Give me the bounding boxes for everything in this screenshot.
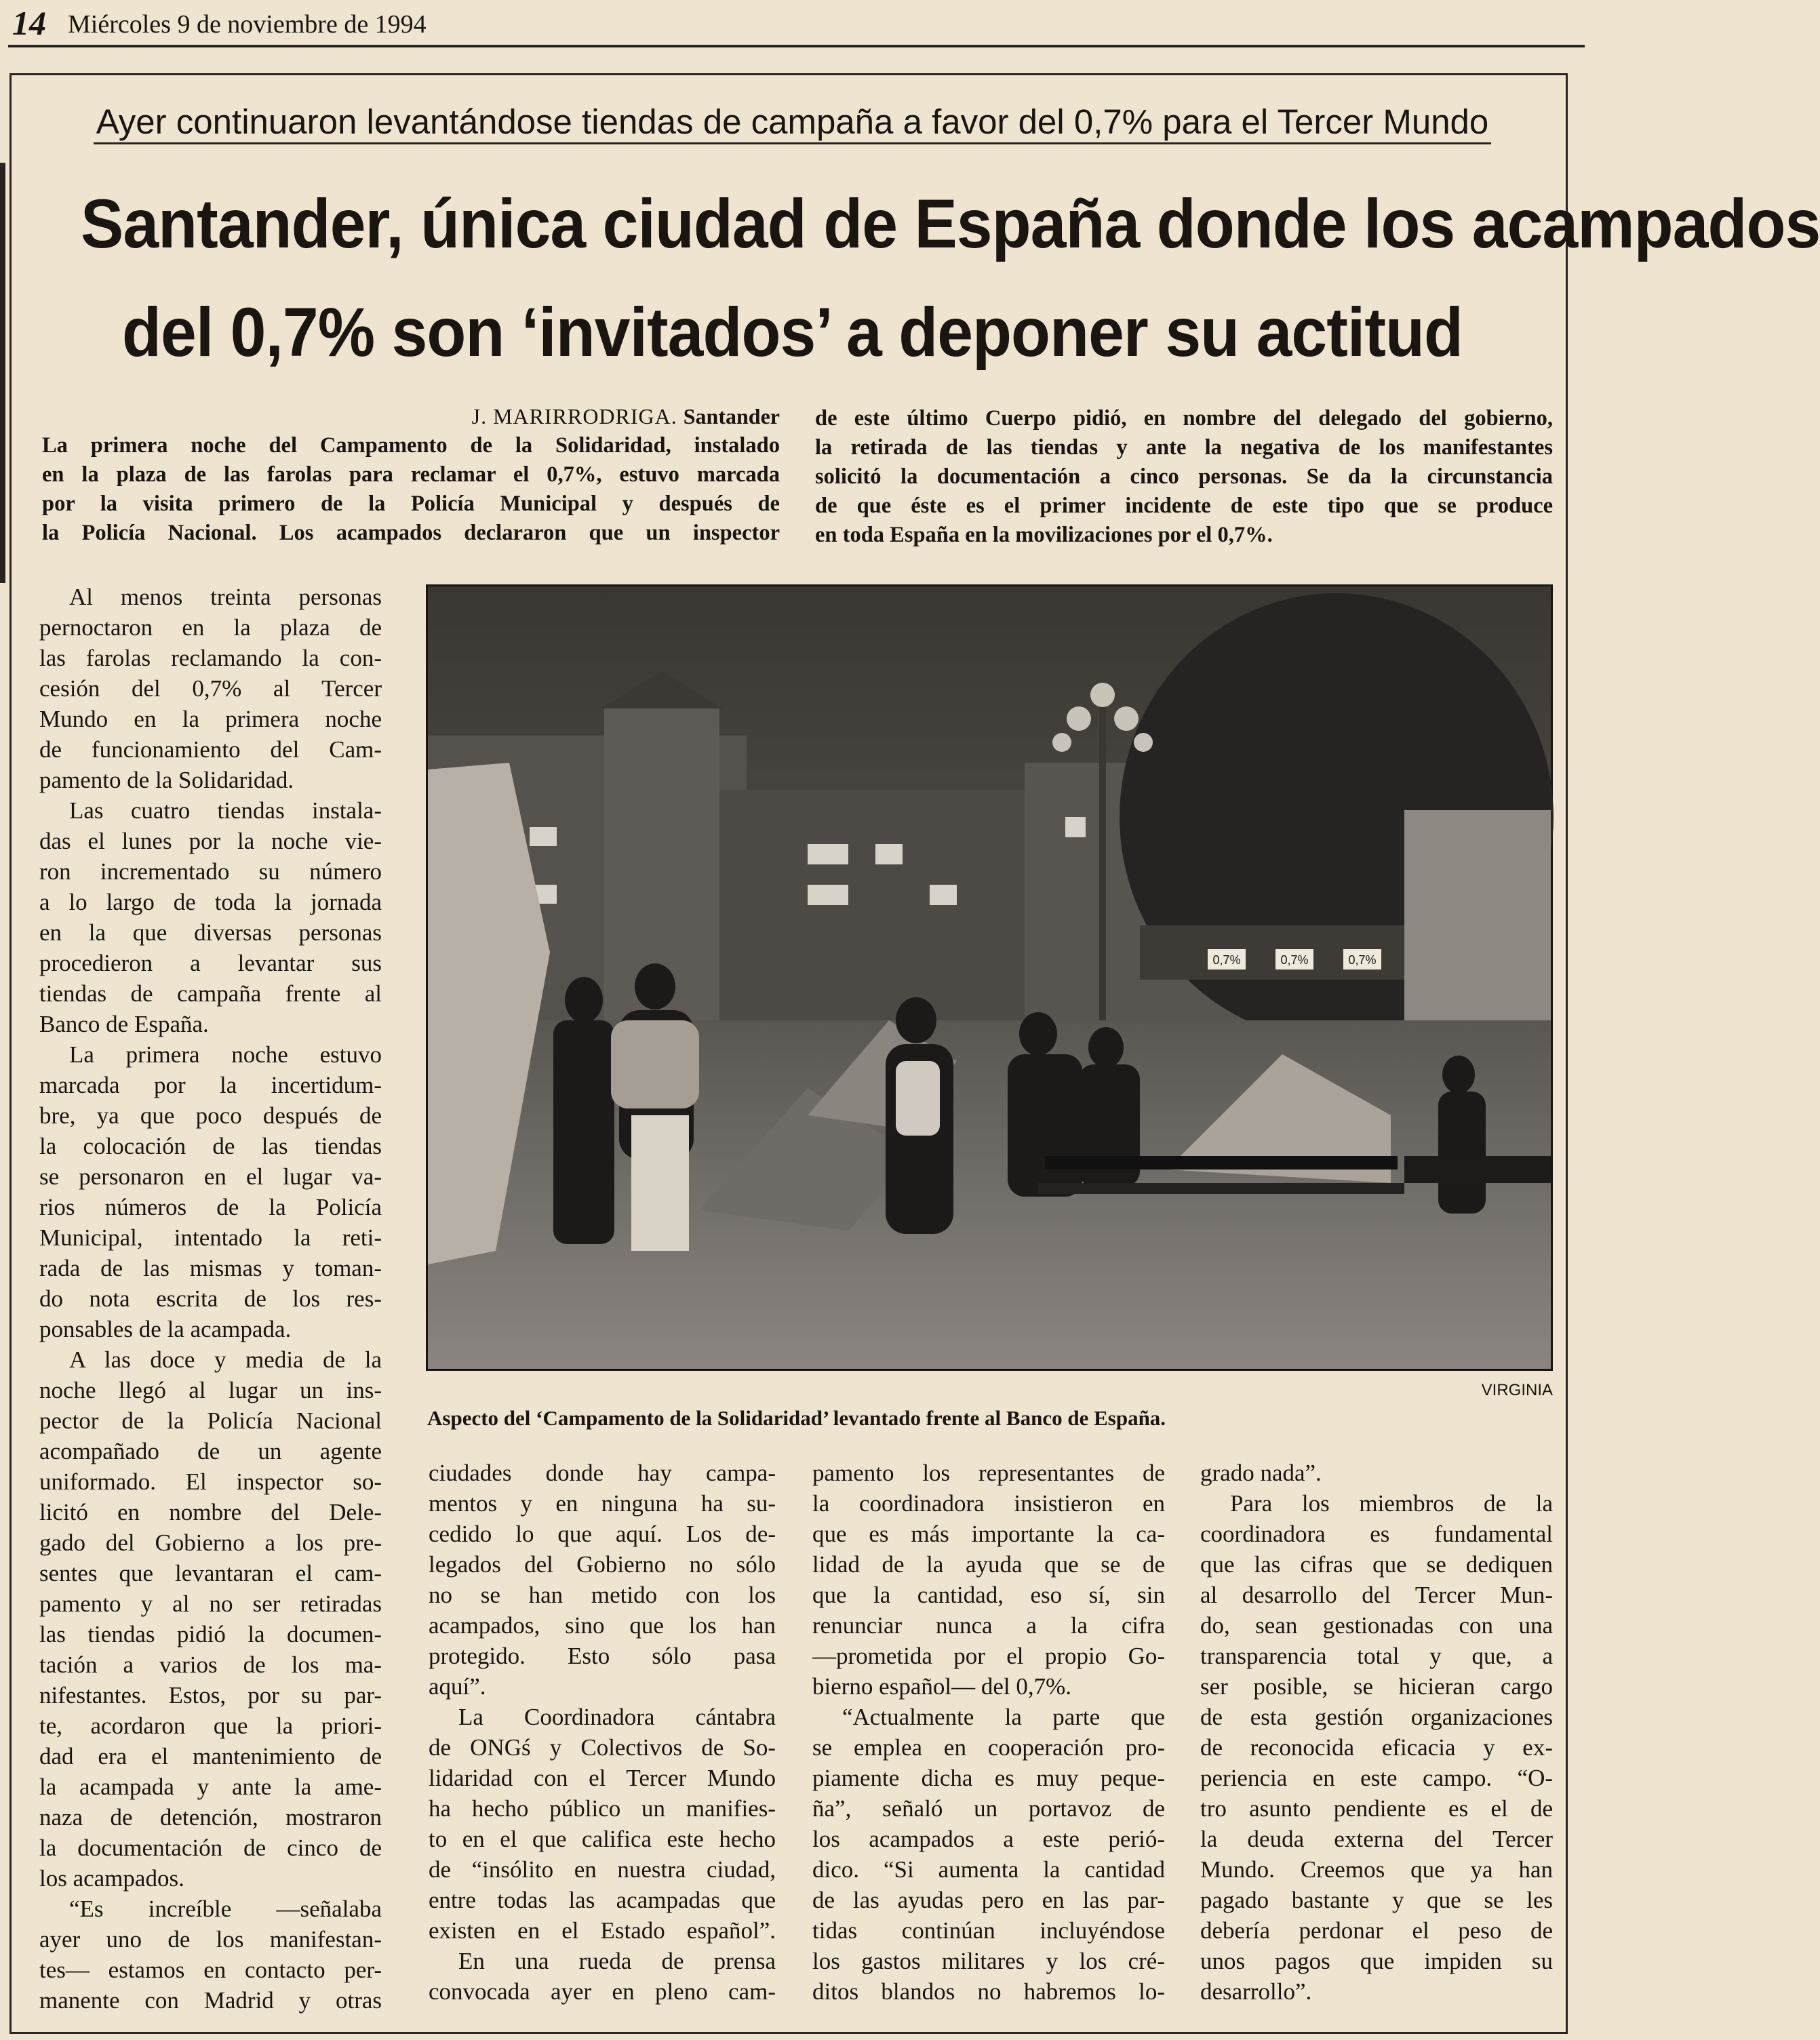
- text-line: de las ayudas pero en las par-: [812, 1887, 1165, 1913]
- text-line: to en el que califica este hecho: [429, 1826, 776, 1852]
- text-line: gado del Gobierno a los pre-: [39, 1529, 382, 1556]
- text-line: tro asunto pendiente es el de: [1200, 1795, 1553, 1822]
- text-line: legados del Gobierno no sólo: [429, 1551, 776, 1578]
- text-line: Para los miembros de la: [1230, 1490, 1553, 1517]
- kicker: [0, 102, 1585, 142]
- text-line: ña”, señaló un portavoz de: [812, 1795, 1165, 1822]
- body-column-1: [39, 582, 382, 2016]
- text-line: licitó en nombre del Dele-: [39, 1499, 382, 1525]
- text-line: pagado bastante y que se les: [1200, 1887, 1553, 1913]
- text-line: naza de detención, mostraron: [39, 1804, 382, 1831]
- headline-line-1: Santander, única ciudad de España donde los acampados: [80, 185, 1820, 262]
- text-line: ser posible, se hicieran cargo: [1200, 1673, 1553, 1700]
- text-line: la coordinadora insistieron en: [812, 1490, 1165, 1517]
- byline: [42, 403, 780, 430]
- lead-line: en toda España en la movilizaciones por el 0,7%.: [815, 523, 1273, 547]
- text-line: —prometida por el propio Go-: [812, 1643, 1165, 1669]
- text-line: ditos blandos no habremos lo-: [812, 1978, 1165, 2005]
- text-line: A las doce y media de la: [69, 1346, 382, 1373]
- text-line: ayer uno de los manifestan-: [39, 1926, 382, 1953]
- text-line: desarrollo”.: [1200, 1978, 1312, 2005]
- text-line: los gastos militares y los cré-: [812, 1948, 1165, 1974]
- photo-backpack: [896, 1061, 940, 1136]
- body-column-4: [1200, 1458, 1553, 2007]
- text-line: se emplea en cooperación pro-: [812, 1734, 1165, 1761]
- text-line: grado nada”.: [1200, 1460, 1322, 1486]
- text-line: procedieron a levantar sus: [39, 950, 382, 976]
- text-line: cesión del 0,7% al Tercer: [39, 675, 382, 702]
- text-line: existen en el Estado español”.: [429, 1917, 776, 1944]
- text-line: Las cuatro tiendas instala-: [69, 797, 382, 824]
- sign-text: 0,7%: [1280, 953, 1309, 967]
- photo-person-striped-jumper: [611, 1020, 699, 1108]
- text-line: do, sean gestionadas con una: [1200, 1612, 1553, 1639]
- text-line: las tiendas pidió la documen-: [39, 1621, 382, 1647]
- text-line: en la que diversas personas: [39, 919, 382, 946]
- text-line: mentos y en ninguna ha su-: [429, 1490, 776, 1517]
- text-line: pernoctaron en la plaza de: [39, 614, 382, 641]
- text-line: nifestantes. Estos, por su par-: [39, 1682, 382, 1708]
- text-line: ron incrementado su número: [39, 858, 382, 885]
- text-line: La Coordinadora cántabra: [458, 1704, 776, 1730]
- sign-text: 0,7%: [1348, 953, 1377, 967]
- text-line: coordinadora es fundamental: [1200, 1521, 1553, 1547]
- text-line: noche llegó al lugar un ins-: [39, 1377, 382, 1403]
- text-line: Al menos treinta personas: [69, 584, 382, 610]
- lead-line: solicitó la documentación a cinco personas. Se da la circunstancia: [815, 464, 1553, 489]
- lead-line: en la plaza de las farolas para reclamar el 0,7%, estuvo marcada: [42, 462, 780, 487]
- text-line: acampados, sino que los han: [429, 1612, 776, 1639]
- text-line: Municipal, intentado la reti-: [39, 1224, 382, 1251]
- lead-line: La primera noche del Campamento de la Solidaridad, instalado: [42, 433, 780, 458]
- photo-credit: VIRGINIA: [1481, 1381, 1553, 1399]
- text-line: cedido lo que aquí. Los de-: [429, 1521, 776, 1547]
- text-line: que las cifras que se dediquen: [1200, 1551, 1553, 1578]
- text-line: “Es increíble —señalaba: [69, 1896, 382, 1922]
- text-line: La primera noche estuvo: [69, 1041, 382, 1068]
- text-line: pamento y al no ser retiradas: [39, 1591, 382, 1617]
- text-line: rios números de la Policía: [39, 1194, 382, 1220]
- kicker-text: Ayer continuaron levantándose tiendas de campaña a favor del 0,7% para el Tercer Mundo: [94, 102, 1492, 144]
- lead-line: de que éste es el primer incidente de este tipo que se produce: [815, 494, 1553, 518]
- publication-date: Miércoles 9 de noviembre de 1994: [68, 10, 427, 39]
- text-line: ciudades donde hay campa-: [429, 1460, 776, 1486]
- lead-line: por la visita primero de la Policía Municipal y después de: [42, 492, 780, 516]
- text-line: convocada ayer en pleno cam-: [429, 1978, 776, 2005]
- text-line: a lo largo de toda la jornada: [39, 889, 382, 915]
- text-line: piamente dicha es muy peque-: [812, 1765, 1165, 1791]
- lead-line: la retirada de las tiendas y ante la negativa de los manifestantes: [815, 435, 1553, 460]
- text-line: pamento de la Solidaridad.: [39, 767, 294, 793]
- text-line: renunciar nunca a la cifra: [812, 1612, 1165, 1639]
- text-line: protegido. Esto sólo pasa: [429, 1643, 776, 1669]
- text-line: transparencia total y que, a: [1200, 1643, 1553, 1669]
- text-line: los acampados a este perió-: [812, 1826, 1165, 1852]
- text-line: de reconocida eficacia y ex-: [1200, 1734, 1553, 1761]
- text-line: periencia en este campo. “O-: [1200, 1765, 1553, 1791]
- text-line: acompañado de un agente: [39, 1438, 382, 1464]
- photo-bench-back: [1045, 1156, 1398, 1169]
- page-number: 14: [12, 4, 46, 42]
- photo-scene: [428, 586, 1551, 1369]
- photo-lamp-post: [1099, 702, 1106, 1041]
- text-line: En una rueda de prensa: [458, 1948, 776, 1974]
- text-line: das el lunes por la noche vie-: [39, 828, 382, 854]
- lead-paragraph-right: [815, 404, 1553, 550]
- text-line: unos pagos que impiden su: [1200, 1948, 1553, 1974]
- byline-place: Santander: [683, 404, 780, 428]
- text-line: tiendas de campaña frente al: [39, 980, 382, 1007]
- text-line: dico. “Si aumenta la cantidad: [812, 1856, 1165, 1883]
- text-line: do nota escrita de los res-: [39, 1285, 382, 1312]
- header-rule: [8, 45, 1585, 47]
- text-line: la acampada y ante la ame-: [39, 1774, 382, 1800]
- text-line: que es más importante la ca-: [812, 1521, 1165, 1547]
- text-line: ponsables de la acampada.: [39, 1316, 292, 1342]
- photo-person-light-trousers: [631, 1115, 689, 1251]
- text-line: tes— estamos en contacto per-: [39, 1957, 382, 1983]
- lead-line: de este último Cuerpo pidió, en nombre del delegado del gobierno,: [815, 406, 1553, 431]
- text-line: pamento los representantes de: [812, 1460, 1165, 1486]
- text-line: la deuda externa del Tercer: [1200, 1826, 1553, 1852]
- text-line: bre, ya que poco después de: [39, 1102, 382, 1129]
- sign-text: 0,7%: [1212, 953, 1241, 967]
- text-line: entre todas las acampadas que: [429, 1887, 776, 1913]
- text-line: al desarrollo del Tercer Mun-: [1200, 1582, 1553, 1608]
- body-column-3: [812, 1458, 1165, 2007]
- text-line: ha hecho público un manifies-: [429, 1795, 776, 1822]
- text-line: las farolas reclamando la con-: [39, 645, 382, 671]
- text-line: Mundo en la primera noche: [39, 706, 382, 732]
- text-line: aquí”.: [429, 1673, 486, 1700]
- text-line: rada de las mismas y toman-: [39, 1255, 382, 1281]
- text-line: la colocación de las tiendas: [39, 1133, 382, 1159]
- text-line: no se han metido con los: [429, 1582, 776, 1608]
- text-line: bierno español— del 0,7%.: [812, 1673, 1071, 1700]
- text-line: pector de la Policía Nacional: [39, 1407, 382, 1434]
- text-line: sentes que levantaran el cam-: [39, 1560, 382, 1586]
- photo-building-center: [719, 790, 1038, 1020]
- text-line: dad era el mantenimiento de: [39, 1743, 382, 1769]
- headline-line-2: del 0,7% son ‘invitados’ a deponer su actitud: [121, 294, 1463, 371]
- text-line: que la cantidad, eso sí, sin: [812, 1582, 1165, 1608]
- text-line: tidas continúan incluyéndose: [812, 1917, 1165, 1944]
- text-line: marcada por la incertidum-: [39, 1072, 382, 1098]
- text-line: de “insólito en nuestra ciudad,: [429, 1856, 776, 1883]
- text-line: Mundo. Creemos que ya han: [1200, 1856, 1553, 1883]
- lead-line: la Policía Nacional. Los acampados declararon que un inspector: [42, 521, 780, 545]
- text-line: lidad de la ayuda que se de: [812, 1551, 1165, 1578]
- lead-paragraph-left: [42, 431, 780, 548]
- text-line: lidaridad con el Tercer Mundo: [429, 1765, 776, 1791]
- text-line: los acampados.: [39, 1865, 184, 1892]
- text-line: de esta gestión organizaciones: [1200, 1704, 1553, 1730]
- margin-mark: [0, 163, 5, 583]
- photo-caption: Aspecto del ‘Campamento de la Solidaridad’ levantado frente al Banco de España.: [427, 1406, 1166, 1430]
- text-line: uniformado. El inspector so-: [39, 1468, 382, 1495]
- text-line: tación a varios de los ma-: [39, 1652, 382, 1678]
- text-line: manente con Madrid y otras: [39, 1987, 382, 2014]
- text-line: te, acordaron que la priori-: [39, 1713, 382, 1739]
- text-line: de ONGś y Colectivos de So-: [429, 1734, 776, 1761]
- text-line: “Actualmente la parte que: [842, 1704, 1165, 1730]
- photo-bench-right: [1404, 1156, 1551, 1183]
- photo-bench-seat: [1038, 1183, 1404, 1194]
- text-line: se personaron en el lugar va-: [39, 1163, 382, 1190]
- text-line: la documentación de cinco de: [39, 1835, 382, 1861]
- text-line: debería perdonar el peso de: [1200, 1917, 1553, 1944]
- body-column-2: [429, 1458, 776, 2007]
- text-line: de funcionamiento del Cam-: [39, 736, 382, 763]
- byline-author: J. MARIRRODRIGA.: [471, 404, 677, 428]
- photo-monument: [1404, 810, 1551, 1034]
- photo-signs: [1208, 949, 1381, 969]
- text-line: Banco de España.: [39, 1011, 209, 1037]
- news-photo: [426, 584, 1553, 1371]
